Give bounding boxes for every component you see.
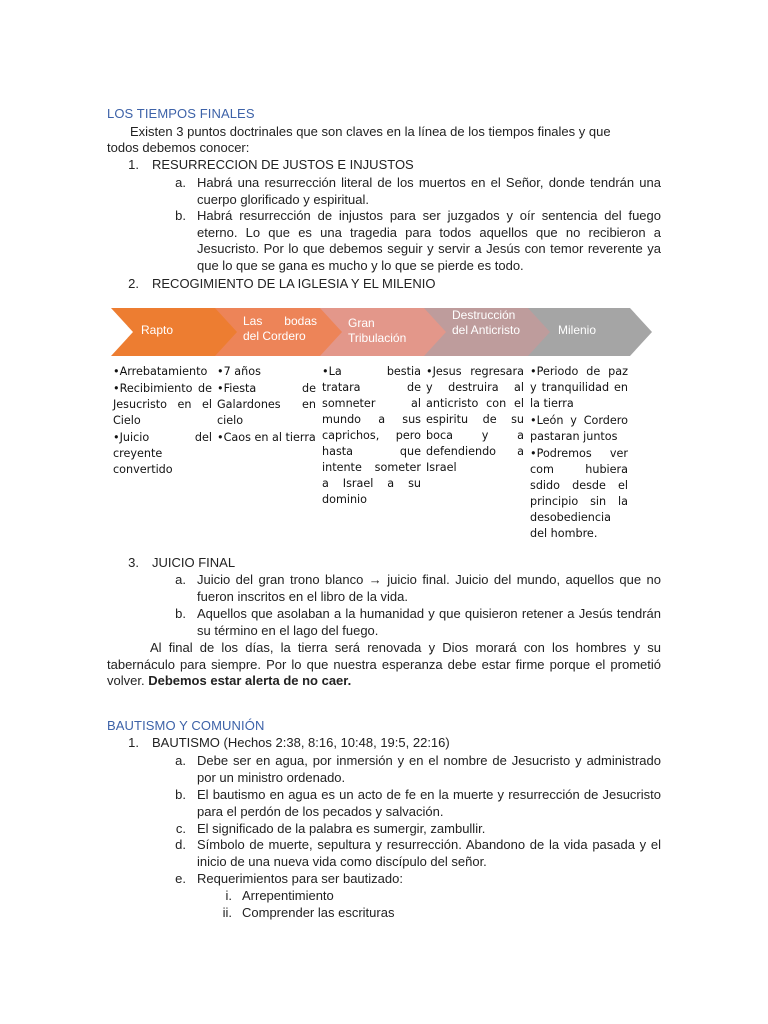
sub-item-a-text: Debe ser en agua, por inmersión y en el nombre de Jesucristo y administrado por un ministro ordenado. (197, 753, 661, 785)
sub-label-d: d. (175, 837, 186, 852)
sub-sub-label-i: i. (225, 888, 232, 903)
sub-label-e: e. (175, 871, 186, 886)
sub-item-c-text: El significado de la palabra es sumergir, zambullir. (197, 821, 486, 836)
column-item: •Caos en al tierra (217, 431, 316, 444)
list-number-1: 1. (128, 735, 139, 750)
column-tribulacion (322, 364, 421, 509)
closing-text: Al final de los días, la tierra será renovada y Dios morará con los hombres y su tabernáculo para siempre. Por lo que nuestra esperanza debe estar firme porque el prometió volver. (107, 640, 661, 689)
sub-sub-item-escrituras: Comprender las escrituras (242, 905, 395, 920)
intro-line-2: todos debemos conocer: (107, 140, 250, 155)
section-heading-bautismo: BAUTISMO Y COMUNIÓN (107, 718, 265, 733)
chevron-step-milenio (528, 308, 654, 356)
column-rapto (113, 364, 212, 479)
intro-line-1: Existen 3 puntos doctrinales que son claves en la línea de los tiempos finales y que (130, 124, 611, 139)
sub-item-b-text: Aquellos que asolaban a la humanidad y que quisieron retener a Jesús tendrán su término en el lago del fuego. (197, 606, 661, 638)
chevron-label-destruccion: Destrucción del Anticristo (452, 308, 521, 337)
column-item: •Periodo de paz y tranquilidad en la tierra (530, 365, 628, 410)
chevron-label-rapto: Rapto (141, 323, 174, 337)
sub-label-b: b. (175, 606, 186, 621)
sub-label-a: a. (175, 572, 186, 587)
column-item: •La bestia tratara de somneter al mundo a sus caprichos, pero hasta que intente someter a Israel a su dominio (322, 365, 421, 506)
list-number-3: 3. (128, 555, 139, 570)
sub-label-c: c. (175, 821, 186, 836)
sub-item-e-text: Requerimientos para ser bautizado: (197, 871, 403, 886)
sub-label-b: b. (175, 787, 186, 802)
list-title-bautismo: BAUTISMO (Hechos 2:38, 8:16, 10:48, 19:5, 22:16) (152, 735, 450, 750)
sub-label-b: b. (175, 208, 186, 223)
column-item: •Jesus regresara y destruira al anticristo con el espiritu de su boca y a defendiendo a Israel (426, 365, 524, 474)
list-number-1: 1. (128, 157, 139, 172)
sub-item-b-text: El bautismo en agua es un acto de fe en la muerte y resurrección de Jesucristo para el perdón de los pecados y salvación. (197, 787, 661, 819)
list-number-2: 2. (128, 276, 139, 291)
sub-item-a-text: Habrá una resurrección literal de los muertos en el Señor, donde tendrán una cuerpo glorificado y espiritual. (197, 175, 661, 207)
column-destruccion (426, 364, 524, 477)
sub-sub-item-arrepentimiento: Arrepentimiento (242, 888, 334, 903)
chevron-label-milenio: Milenio (558, 323, 597, 337)
column-bodas (217, 364, 316, 447)
column-item: •Recibimiento de Jesucristo en el Cielo (113, 382, 212, 427)
closing-bold-text: Debemos estar alerta de no caer. (148, 673, 352, 689)
closing-paragraph (107, 640, 661, 690)
column-item: •León y Cordero pastaran juntos (530, 414, 628, 443)
column-item: •7 años (217, 365, 261, 378)
column-item: •Juicio del creyente convertido (113, 431, 212, 476)
column-item: •Podremos ver com hubiera sdido desde el principio sin la desobediencia del hombre. (530, 447, 628, 540)
sub-label-a: a. (175, 175, 186, 190)
sub-item-b-text: Habrá resurrección de injustos para ser juzgados y oír sentencia del fuego eterno. Lo que es una tragedia para todos aquellos que no recibieron a Jesucristo. Por lo que debemos seguir y servir a Jesús con temor reverente ya que lo que se gana es mucho y lo que se pierde es todo. (197, 208, 661, 273)
column-item: •Arrebatamiento (113, 365, 208, 378)
column-item: •Fiesta de Galardones en cielo (217, 382, 316, 427)
section-heading-tiempos-finales: LOS TIEMPOS FINALES (107, 106, 255, 121)
sub-item-d-text: Símbolo de muerte, sepultura y resurrección. Abandono de la vida pasada y el inicio de una nueva vida como discípulo del señor. (197, 837, 661, 869)
sub-label-a: a. (175, 753, 186, 768)
chevron-label-bodas: Las bodas del Cordero (243, 314, 317, 343)
sub-item-a-text: Juicio del gran trono blanco → juicio final. Juicio del mundo, aquellos que no fueron inscritos en el libro de la vida. (197, 572, 661, 604)
list-title-recogimiento: RECOGIMIENTO DE LA IGLESIA Y EL MILENIO (152, 276, 436, 291)
column-milenio (530, 364, 628, 543)
sub-sub-label-ii: ii. (222, 905, 232, 920)
chevron-label-tribulacion: Gran Tribulación (348, 316, 407, 345)
list-title-juicio-final: JUICIO FINAL (152, 555, 236, 570)
list-title-resurreccion: RESURRECCION DE JUSTOS E INJUSTOS (152, 157, 414, 172)
